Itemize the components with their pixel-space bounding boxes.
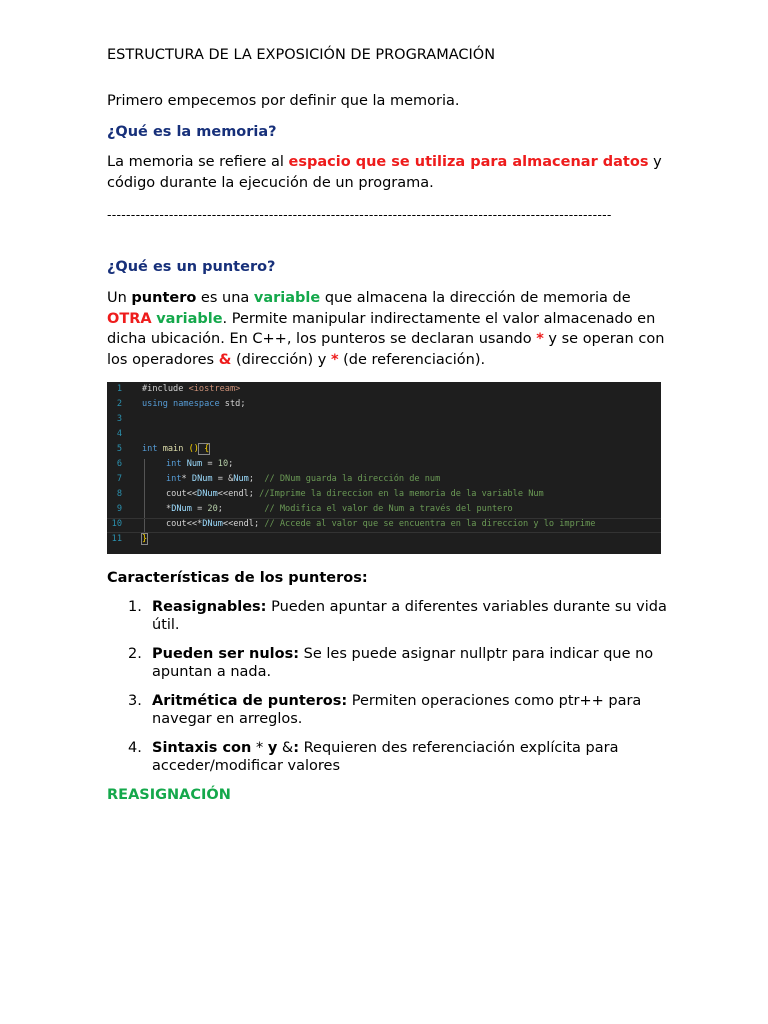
memoria-text-rest: y código durante la ejecución de un programa. — [107, 154, 662, 191]
code-token: * — [166, 504, 172, 514]
code-token: cout<< — [166, 489, 198, 499]
puntero-variable-2: variable — [156, 310, 223, 327]
code-token: = — [191, 504, 208, 514]
list-item-text: Pueden apuntar a diferentes variables durante su vida útil. — [152, 599, 667, 633]
code-token: DNum — [197, 489, 218, 499]
list-item-label: Pueden ser nulos: — [152, 646, 300, 662]
code-token: std; — [219, 399, 246, 409]
list-number: 3. — [128, 693, 142, 709]
code-token: <<endl; — [217, 489, 260, 499]
list-item-label: Sintaxis con — [152, 740, 252, 756]
list-item-label-3: : — [293, 740, 299, 756]
code-token: using — [142, 399, 168, 409]
puntero-asterisk-2: * — [330, 351, 339, 368]
line-number: 2 — [116, 399, 122, 409]
code-token: DNum — [202, 519, 223, 529]
code-token: int — [142, 444, 158, 454]
line-number: 10 — [111, 519, 122, 529]
code-comment: // Modifica el valor de Num a través del puntero — [264, 504, 513, 514]
code-screenshot — [107, 382, 661, 554]
line-number: 5 — [116, 444, 122, 454]
code-token: { — [198, 444, 210, 454]
list-number: 4. — [128, 740, 142, 756]
memoria-text: La memoria se refiere al — [107, 154, 289, 170]
separator-line: ---------------------------------------------------------------------------------------------------------- — [107, 207, 612, 222]
list-item-symbol-2: & — [277, 740, 294, 756]
puntero-text-2: es una — [196, 290, 254, 306]
puntero-text-6: (dirección) y — [231, 351, 331, 368]
code-comment: //Imprime la direccion en la memoria de la variable Num — [259, 489, 544, 499]
heading-puntero: ¿Qué es un puntero? — [107, 259, 276, 275]
code-comment: // DNum guarda la dirección de num — [264, 474, 441, 484]
code-token: = — [202, 459, 218, 469]
line-number: 8 — [116, 489, 122, 499]
list-item — [107, 645, 667, 681]
list-item-text: Requieren des referenciación explícita para acceder/modificar valores — [152, 740, 619, 774]
code-token: DNum — [191, 474, 213, 484]
code-token: 10 — [217, 459, 229, 469]
list-item — [107, 692, 667, 728]
code-token: () — [183, 444, 199, 454]
code-token: <iostream> — [188, 384, 241, 394]
list-item-text: Se les puede asignar nullptr para indicar que no apuntan a nada. — [152, 646, 654, 680]
code-token: #include — [142, 384, 189, 394]
code-token: int — [166, 474, 182, 484]
code-token: Num — [181, 459, 203, 469]
intro-paragraph: Primero empecemos por definir que la memoria. — [107, 93, 460, 109]
puntero-ampersand: & — [218, 351, 232, 368]
puntero-text-4: . Permite manipular indirectamente el valor almacenado en dicha ubicación. En C++, los punteros se declaran usando — [107, 310, 656, 347]
line-number: 6 — [116, 459, 122, 469]
code-token: ; — [217, 504, 265, 514]
puntero-variable-1: variable — [253, 290, 321, 306]
document-title: ESTRUCTURA DE LA EXPOSICIÓN DE PROGRAMACIÓN — [107, 47, 496, 63]
list-item — [107, 739, 667, 775]
code-token: Num — [233, 474, 249, 484]
puntero-text-5: y se operan con los operadores — [107, 331, 665, 368]
line-number: 11 — [111, 534, 122, 544]
list-item-label: Reasignables: — [152, 599, 267, 615]
heading-reasignacion: REASIGNACIÓN — [107, 787, 231, 803]
list-item-label: Aritmética de punteros: — [152, 693, 348, 709]
code-token: } — [142, 534, 148, 544]
caracteristicas-list — [107, 598, 667, 786]
line-number: 3 — [116, 414, 122, 424]
code-token: ; — [248, 474, 265, 484]
code-token: ; — [228, 459, 234, 469]
code-token: <<endl; — [222, 519, 265, 529]
code-token: DNum — [171, 504, 192, 514]
line-number: 9 — [116, 504, 122, 514]
heading-caracteristicas: Características de los punteros: — [107, 570, 368, 586]
memoria-highlight: espacio que se utiliza para almacenar datos — [288, 154, 649, 170]
line-number: 4 — [116, 429, 122, 439]
code-token: int — [166, 459, 182, 469]
list-item-text: Permiten operaciones como ptr++ para navegar en arreglos. — [152, 693, 642, 727]
puntero-text-3: que almacena la dirección de memoria de — [320, 290, 631, 306]
code-token: main — [157, 444, 184, 454]
line-number: 7 — [116, 474, 122, 484]
puntero-bold: puntero — [131, 290, 197, 306]
puntero-asterisk-1: * — [536, 331, 544, 347]
puntero-text-1: Un — [107, 290, 132, 306]
list-item — [107, 598, 667, 634]
code-token: = & — [212, 474, 234, 484]
heading-memoria: ¿Qué es la memoria? — [107, 124, 277, 140]
memoria-paragraph — [107, 152, 667, 193]
code-comment: // Accede al valor que se encuentra en la direccion y lo imprime — [264, 519, 596, 529]
line-number: 1 — [116, 384, 122, 394]
puntero-otra: OTRA — [107, 310, 152, 327]
list-item-symbol: * — [251, 740, 268, 756]
code-token: 20 — [207, 504, 218, 514]
code-token: namespace — [167, 399, 220, 409]
puntero-paragraph — [107, 288, 667, 370]
puntero-text-7: (de referenciación). — [338, 351, 486, 368]
list-number: 1. — [128, 599, 142, 615]
list-number: 2. — [128, 646, 142, 662]
list-item-label-2: y — [267, 740, 278, 756]
code-token: * — [181, 474, 192, 484]
code-token: cout<<* — [166, 519, 203, 529]
